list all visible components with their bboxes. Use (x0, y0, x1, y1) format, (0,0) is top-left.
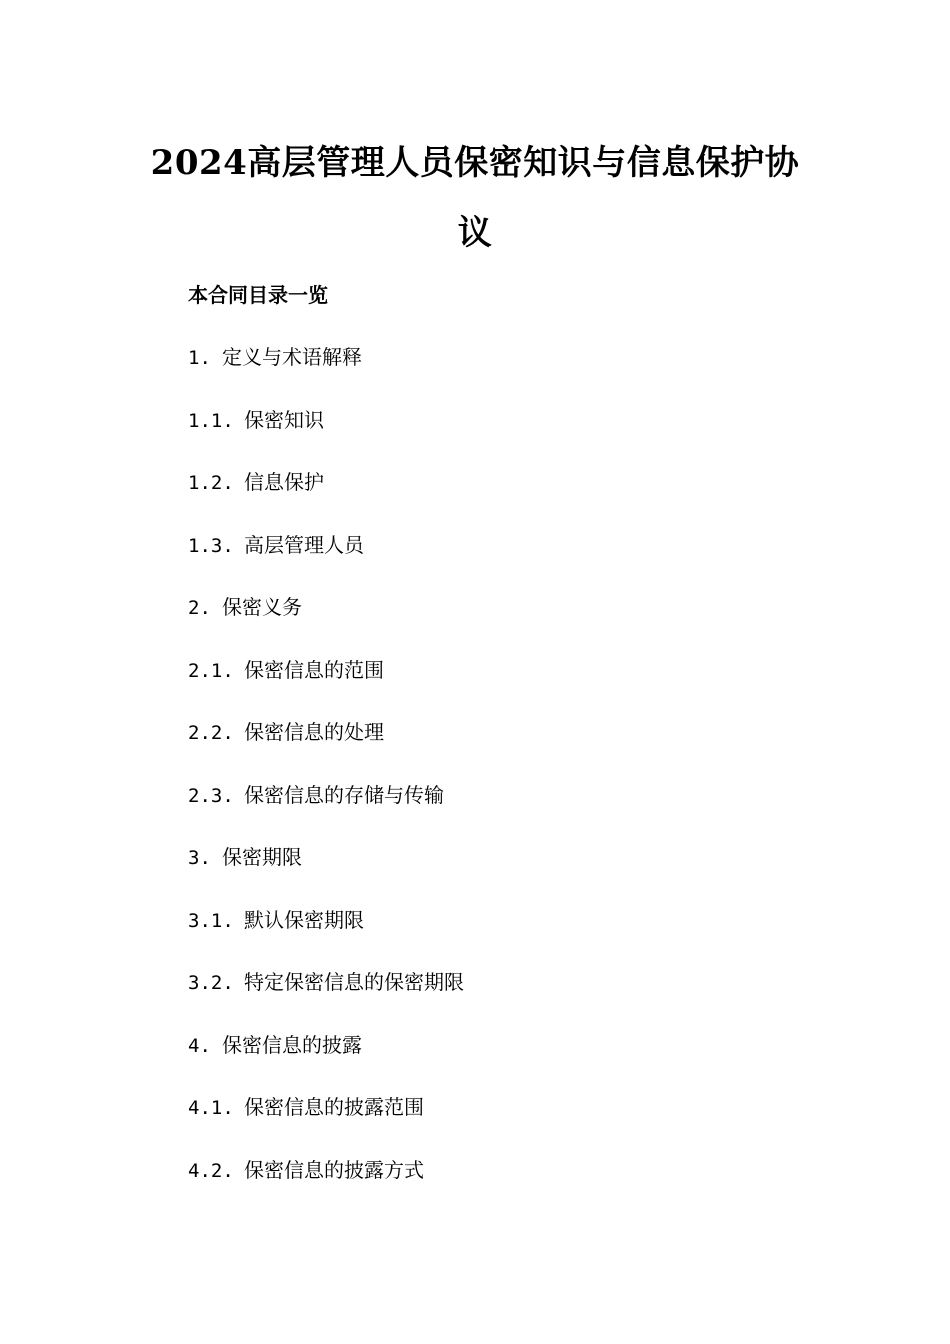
toc-item-number: 1.3. (188, 534, 234, 557)
toc-item (188, 1092, 464, 1155)
toc-item-number: 1.2. (188, 472, 234, 494)
toc-item-text: 定义与术语解释 (222, 345, 362, 369)
toc-item-text: 保密信息的存储与传输 (244, 782, 444, 807)
toc-item-number: 2.1. (188, 659, 234, 682)
toc-item-number: 4.2. (188, 1159, 234, 1182)
toc-heading: 本合同目录一览 (188, 283, 328, 307)
document-title (120, 128, 830, 268)
toc-item (188, 842, 464, 905)
document-title-line-1: 2024高层管理人员保密知识与信息保护协 (150, 143, 800, 183)
toc-item (188, 1030, 464, 1093)
toc-item-text: 高层管理人员 (244, 532, 364, 557)
toc-item (188, 467, 464, 530)
toc-item (188, 342, 464, 405)
toc-item (188, 1155, 464, 1218)
document-title-line-2: 议 (457, 213, 493, 253)
toc-item-number: 3.1. (188, 909, 234, 932)
toc-item (188, 717, 464, 780)
toc-item-number: 3. (188, 847, 211, 869)
toc-item-number: 1.1. (188, 409, 234, 432)
toc-item-number: 2.3. (188, 784, 234, 807)
toc-item-text: 保密知识 (244, 407, 324, 432)
toc-item (188, 967, 464, 1030)
toc-item-text: 保密信息的披露 (222, 1032, 362, 1057)
toc-item-number: 2. (188, 597, 211, 619)
toc-item-text: 信息保护 (244, 470, 324, 494)
toc-item-number: 2.2. (188, 722, 234, 744)
toc-item-text: 保密信息的范围 (244, 657, 384, 682)
toc-item-number: 4. (188, 1034, 211, 1057)
toc-item-text: 保密义务 (222, 595, 302, 619)
toc-item-text: 默认保密期限 (244, 907, 364, 932)
toc-item-text: 保密信息的披露方式 (244, 1157, 424, 1182)
toc-item-text: 保密期限 (222, 845, 302, 869)
toc-item (188, 592, 464, 655)
toc-item-text: 保密信息的处理 (244, 720, 384, 744)
toc-item (188, 655, 464, 718)
toc-item-text: 特定保密信息的保密期限 (244, 970, 464, 994)
toc-item (188, 905, 464, 968)
toc-item-number: 4.1. (188, 1097, 234, 1119)
toc-item-number: 3.2. (188, 972, 234, 994)
toc-item (188, 530, 464, 593)
toc-item-text: 保密信息的披露范围 (244, 1095, 424, 1119)
toc-item (188, 405, 464, 468)
table-of-contents (188, 342, 464, 1217)
toc-item-number: 1. (188, 347, 211, 369)
toc-item (188, 780, 464, 843)
